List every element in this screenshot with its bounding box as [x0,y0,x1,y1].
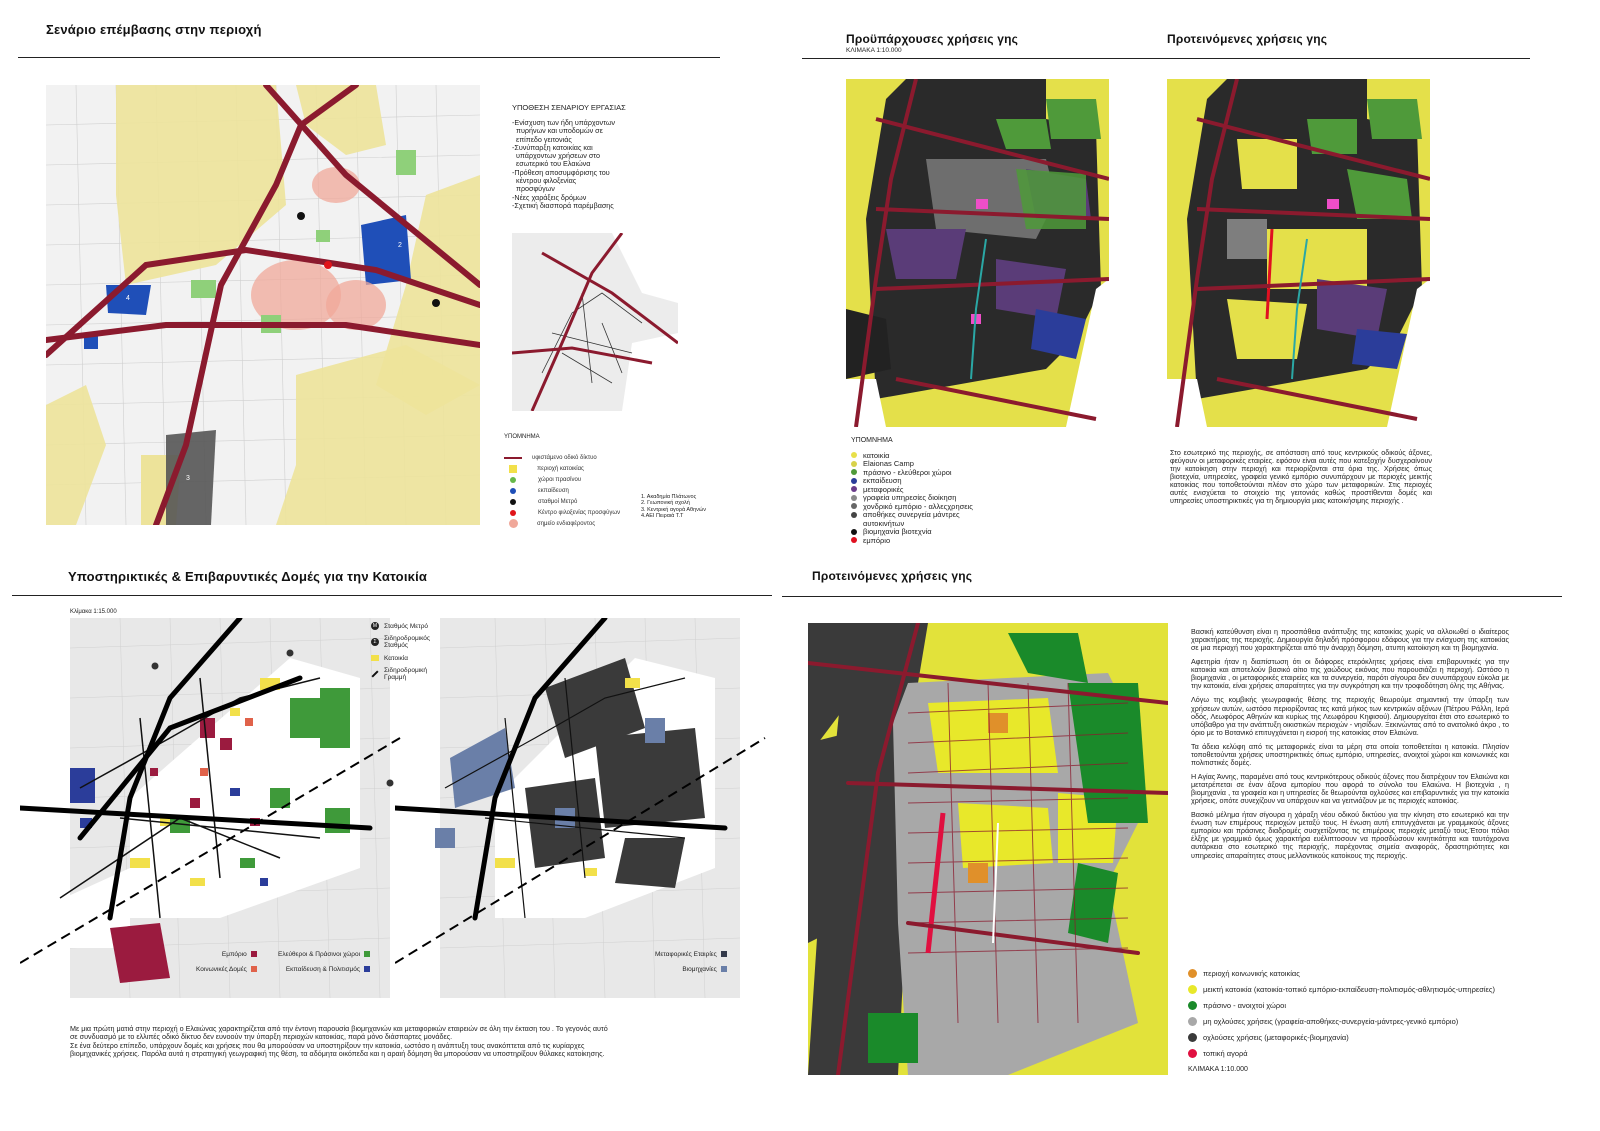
green-swatch [510,477,516,483]
legend-label: γραφεία υπηρεσίες διοίκηση [863,493,957,503]
legend-item [851,519,973,528]
legend-item [851,468,973,477]
legend-label: σημείο ενδιαφέροντος [537,520,596,527]
key-housing [371,652,442,664]
legend-item [1188,1029,1495,1045]
legend-label: υφιστάμενο οδικό δίκτυο [532,454,597,461]
swatch [1188,1049,1197,1058]
scenario-map [46,85,480,525]
swatch [851,461,857,467]
swatch [1188,969,1197,978]
panel-tr-rule [802,58,1530,59]
swatch [1188,1033,1197,1042]
panel-tr-scale: ΚΛΙΜΑΚΑ 1:10.000 [846,47,902,54]
legend-label: εκπαίδευση [538,487,569,494]
rail-line-symbol [371,670,378,677]
panel-tr-title-right: Προτεινόμενες χρήσεις γης [1167,32,1328,46]
note: 4.ΑΕΙ Πειραιά Τ.Τ [641,512,684,519]
legend-item [655,963,732,975]
legend-education [504,485,620,496]
legend-metro [504,496,620,507]
hypothesis-line: -Νέες χαράξεις δρόμων [512,192,587,202]
key-label: Σιδηροδρομικός Σταθμός [384,634,431,649]
legend-item [1188,981,1495,997]
education-swatch [510,488,516,494]
key-rail-line [371,664,442,684]
swatch [851,486,857,492]
legend-item [196,963,262,975]
hypothesis-heading: ΥΠΟΘΕΣΗ ΣΕΝΑΡΙΟΥ ΕΡΓΑΣΙΑΣ [512,103,626,112]
swatch [851,529,857,535]
legend-label: πράσινο - ανοιχτοί χώροι [1203,1000,1286,1010]
caption-line: Σε ένα δεύτερο επίπεδο, υπάρχουν δομές και χρήσεις που θα μπορούσαν να υποστηρίξουν την κατοικία, ωστόσο η ανάπτυξη τους ανακόπτεται από τις κυρίαρχες [70,1040,585,1050]
swatch [851,495,857,501]
legend-item [851,477,973,486]
swatch [851,452,857,458]
inset-map [512,233,678,411]
legend-item [278,948,375,960]
br-paragraph: Η Αγίας Άννης, παραμένει από τους κεντρικότερους οδικούς άξονες που διατρέχουν τον Ελαιώνα και μετατρέπεται σε έναν άξονα εμπορίου που αφορά το σύνολο του Ελαιώνα. Η βιοτεχνία , η βιομηχανία , τα γραφεία και η υπηρεσίες δε θεωρούνται οχλούσες και επιβαρυντικές για την κατοικία χρήσεις, οπότε συνεχίζουν να υπάρχουν και να γειτνιάζουν με τις περιοχές κατοικίας. [1191,771,1509,806]
legend-green [504,474,620,485]
bl-key [371,620,442,684]
tr-paragraph: Στο εσωτερικό της περιοχής, σε απόσταση από τους κεντρικούς οδικούς άξονες, φεύγουν οι μεταφορικές εταιρίες. εφόσον είναι αυτές που κατεξοχήν δυσχεραίνουν την κατοίκηση στην περιοχή και περιορίζονται στα όρια της. Χρήσεις όπως βιοτεχνία, υπηρεσίες, γραφεία γενικό εμπόριο συνυπάρχουν με περιοχές μεικτής κατοικίας που τοποθετούνται πλέον στο χώρο των μεταφορικών. Στις περιοχές αυτές ενισχύεται το στοιχείο της γειτονιάς καθώς προστίθενται δομές και υπηρεσίες υποστηρικτικές για τη δημιουργία μιας κατοικήσιμης περιοχής . [1170,448,1432,506]
proposed-landuse-map-large [808,623,1168,1075]
refugee-swatch [510,510,516,516]
housing-symbol [371,655,379,661]
swatch [721,951,727,957]
bl-legend-right [655,948,732,975]
key-label: Κατοικία [384,654,409,662]
note: 2. Γεωπονική σχολή [641,500,690,507]
map-number-4: 4 [126,295,130,302]
rail-station-symbol-icon: Σ [371,638,379,646]
swatch [851,469,857,475]
legend-label: Εμπόριο [221,950,247,958]
legend-item [851,511,973,520]
swatch [721,966,727,972]
legend-label: Κοινωνικές Δομές [196,965,247,973]
bl-legend-left [196,948,262,975]
legend-item [851,528,973,537]
legend-item [851,460,973,469]
br-paragraph: Τα άδεια κελύφη από τις μεταφορικές είναι τα μέρη στα οποία τοποθετείται η κατοικία. Πλησίον τοποθετούνται χρήσεις υποστηρικτικές όπως εμπόριο, υπηρεσίες, ανοιχτοί χώροι και κοινωνικές και πολιτιστικές δομές. [1191,741,1509,767]
panel-tr-title-left: Προϋπάρχουσες χρήσεις γης [846,32,1019,46]
legend-label: αποθήκες συνεργεία μάντρες [863,510,960,520]
panel-br-title: Προτεινόμενες χρήσεις γης [812,569,973,583]
swatch [251,966,257,972]
legend-label: οχλούσες χρήσεις (μεταφορικές-βιομηχανία) [1203,1032,1349,1042]
legend-label: μεικτή κατοικία (κατοικία-τοπικό εμπόριο-εκπαίδευση-πολιτισμός-αθλητισμός-υπηρεσίες) [1203,984,1495,994]
swatch [1188,1001,1197,1010]
key-metro [371,620,442,632]
hypothesis-line: -Πρόθεση αποσυμφόρισης του [512,167,610,177]
legend-item [851,502,973,511]
hypothesis-line: -Σχετική διασπορά παρέμβασης [512,200,614,210]
legend-label: αυτοκινήτων [863,518,905,528]
legend-refugee [504,507,620,518]
legend-label: κατοικία [863,450,890,460]
legend-item [1188,1013,1495,1029]
legend-label: χονδρικό εμπόριο - αλλεςχρησεις [863,501,973,511]
hypothesis-line: -Συνύπαρξη κατοικίας και [512,142,593,152]
bl-legend-mid [278,948,375,975]
legend-label: περιοχή κατοικίας [537,465,584,472]
tr-legend-heading: ΥΠΟΜΝΗΜΑ [851,437,893,444]
key-label: Σιδηροδρομική Γραμμή [384,666,427,681]
metro-symbol-icon: M [372,623,378,629]
swatch [364,966,370,972]
legend-interest [504,518,620,529]
legend-label: Μεταφορικές Εταιρίες [655,950,717,958]
legend-item [1188,1045,1495,1061]
legend-label: Εκπαίδευση & Πολιτισμός [285,965,361,973]
panel-bl-scale: Κλίμακα 1:15.000 [70,609,117,615]
key-label: Σταθμός Μετρό [384,622,429,630]
legend-label: Ελεύθεροι & Πράσινοι χώροι [278,950,361,958]
legend-label: χώροι πρασίνου [538,476,582,483]
panel-bl-rule [12,595,772,596]
legend-item [851,451,973,460]
caption-line: Με μια πρώτη ματιά στην περιοχή ο Ελαιώνας χαρακτηρίζεται από την έντονη παρουσία βιομηχανιών και μεταφορικών εταιρειών σε όλη την έκταση του . Το γεγονός αυτό [70,1024,608,1033]
swatch [851,537,857,543]
legend-label: περιοχή κοινωνικής κατοικίας [1203,968,1300,978]
road-swatch [504,457,522,459]
map-number-3: 3 [186,475,190,482]
numbered-notes [641,494,706,519]
swatch [1188,985,1197,994]
legend-item [278,963,375,975]
legend-item [851,536,973,545]
legend-item [1188,997,1495,1013]
legend-road [504,452,620,463]
legend-label: βιομηχανία βιοτεχνία [863,527,932,537]
panel-tl-title: Σενάριο επέμβασης στην περιοχή [46,22,262,37]
swatch [851,478,857,484]
legend-item [1188,965,1495,981]
legend-item [196,948,262,960]
interest-swatch [509,519,518,528]
legend-housing [504,463,620,474]
legend-label: Βιομηχανίες [682,965,717,973]
legend-label: πράσινο - ελεύθεροι χώροι [863,467,952,477]
br-paragraphs [1191,628,1509,866]
swatch [364,951,370,957]
swatch [851,512,857,518]
br-scale: ΚΛΙΜΑΚΑ 1:10.000 [1188,1066,1248,1073]
legend-label: Κέντρο φιλοξενίας προσφύγων [538,509,621,516]
housing-swatch [509,465,517,473]
hypothesis-line: εσωτερικό του Ελαιώνα [516,159,591,169]
legend-label: μη οχλούσες χρήσεις (γραφεία-αποθήκες-συνεργεία-μάντρες-γενικό εμπόριο) [1203,1016,1459,1026]
panel-bl-title: Υποστηρικτικές & Επιβαρυντικές Δομές για την Κατοικία [68,569,428,584]
existing-landuse-map [846,79,1109,427]
br-paragraph: Βασικό μέλημα ήταν σίγουρα η χάραξη νέου οδικού δικτύου για την κίνηση στο εσωτερικό και την ένωση των επιμέρους περιοχών μεταξύ τους. Η ένωση αυτή επιτυγχάνεται με γραμμικούς άξονες εμπορίου και πράσινες διαδρομές συσχετίζοντας τις επιμέρους περιοχές μεταξύ τους.Έτσοι πόλοι έλξης με γραμμικό όμως χαρακτήρα ευέλιπτοσουν να προσδώσουν κινητικότητα και ταυτόχρονα αυτάρκεια στο εσωτερικό της περιοχής, παρέχοντας σημεία αναφοράς, δραστηριότητες και υπηρεσίες απαραίτητες στους μελλοντικούς κατοίκους της περιοχής. [1191,810,1509,860]
map-number-2: 2 [398,242,402,249]
swatch [251,951,257,957]
tr-legend [851,451,973,545]
legend-label: σταθμοί Μετρό [538,498,578,505]
hypothesis-list [512,119,615,210]
br-paragraph: Βασική κατεύθυνση είναι η προσπάθεια ανάπτυξης της κατοικίας χωρίς να αλλοιωθεί ο ιδιαίτερος χαρακτήρας της περιοχής. Δημιουργία δηλαδή πρόσφορου εδάφους για την ενίσχυση της κατοικίας σε μια περιοχή που χαρακτηρίζεται από την άναρχη δόμηση, ατυπη κατοίκηση και τη βιομηχανία. [1191,627,1509,653]
tl-legend-heading: ΥΠΟΜΝΗΜΑ [504,434,540,440]
bl-caption [70,1025,750,1058]
swatch [1188,1017,1197,1026]
hypothesis-line: πυρήνων και υποδομών σε [516,126,603,136]
hypothesis-line: κέντρου φιλοξενίας [516,175,577,185]
legend-item [851,494,973,503]
note: 3. Κεντρική αγορά Αθηνών [641,506,706,513]
hypothesis-line: υπάρχοντων χρήσεων στο [516,151,601,161]
note: 1. Ακαδημία Πλάτωνος [641,494,697,500]
legend-item [851,485,973,494]
caption-line: σε συνδυασμό με το ελλιπές οδικό δίκτυο δεν ευνοούν την ύπαρξη περιοχών κατοικίας, παρά μόνο διάσπαρτες μονάδες. [70,1032,453,1042]
br-legend [1188,965,1495,1061]
proposed-landuse-map-small [1167,79,1430,427]
br-paragraph: Λόγω της κομβικής γεωγραφικής θέσης της περιοχής θεωρούμε σημαντική την ύπαρξη των χρήσεων αυτών, ωστόσο περιορίζοντας τες κατά μήκος των κεντρικών αξόνων (Πέτρου Ράλλη, Ιερά οδός, Λεωφόρος Αθηνών και κυρίως της Λεωφόρου Κηφισού). Δημιουργείται έτσι στο εσωτερικό το υπόβαθρο για την ανάπτυξη οικιστικών περιοχών - νησίδων. Ξεκινώντας από το ανατολικό άκρο , το όριο με το Βοτανικό επιτυγχάνεται η εισροή της κατοικίας στον Ελαιώνα. [1191,695,1509,737]
swatch [851,503,857,509]
key-rail-station [371,632,442,652]
caption-line: βιομηχανικές χρήσεις. Παρόλα αυτά η στρατηγική γεωγραφική της θέση, τα αδόμητα οικόπεδα και η αραιή δόμηση θα μπορούσαν να υποστηρίξουν θύλακες κατοίκησης. [70,1048,605,1058]
legend-label: μεταφορικές [863,484,904,494]
panel-tl-rule [18,57,720,58]
hypothesis-line: προσφύγων [516,184,555,194]
br-paragraph: Αφετηρία ήταν η διαπίστωση ότι οι διάφορες ετερόκλητες χρήσεις είναι επιβαρυντικές για την κατοικία και αποτελούν βασικό αίτιο της χαώδους εικόνας που παρουσιάζει η περιοχή. Ωστόσο η βιομηχανία , οι μεταφορικές εταιρείες και τα συνεργεία, παρότι σίγουρα δεν συνυπάρχουν εύκολα με την κατοικία, είναι χρήσεις απαραίτητες για την συγκρότηση και την τροφοδότηση όλης της Αθήνας. [1191,657,1509,691]
legend-label: εμπόριο [863,535,891,545]
panel-br-rule [782,596,1562,597]
metro-swatch [510,499,516,505]
legend-label: Elaionas Camp [863,459,914,469]
legend-item [655,948,732,960]
tl-legend [504,452,620,529]
hypothesis-line: επίπεδο γειτονιάς [516,134,572,144]
legend-label: τοπική αγορά [1203,1048,1248,1058]
legend-label: εκπαίδευση [863,476,902,486]
swatch [851,520,857,526]
hypothesis-line: -Ενίσχυση των ήδη υπάρχοντων [512,118,616,127]
